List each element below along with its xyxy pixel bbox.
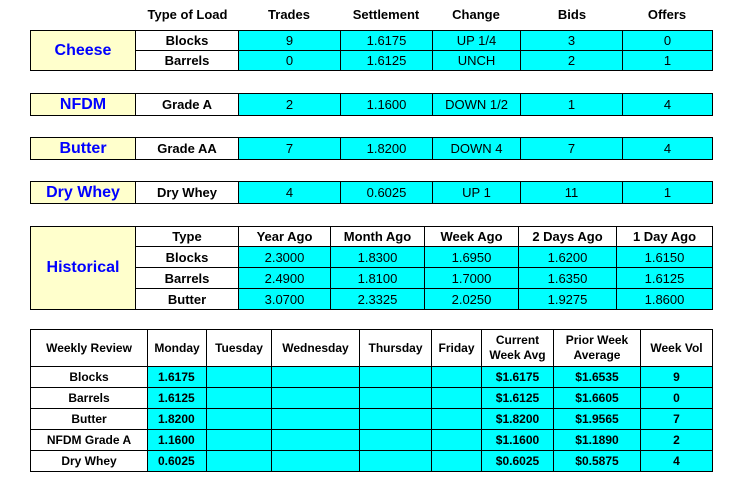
historical-value-cell: 3.0700 <box>239 289 331 310</box>
offers-cell: 4 <box>623 138 713 160</box>
historical-header-month-ago: Month Ago <box>331 227 425 247</box>
historical-type-cell: Butter <box>136 289 239 310</box>
weekly-tuesday-cell <box>207 388 272 409</box>
settlement-cell: 0.6025 <box>341 182 433 204</box>
weekly-current-avg-cell: $1.6125 <box>482 388 554 409</box>
weekly-header-friday: Friday <box>432 330 482 367</box>
weekly-product-cell: NFDM Grade A <box>31 430 148 451</box>
historical-value-cell: 1.8100 <box>331 268 425 289</box>
weekly-prior-avg-cell: $0.5875 <box>554 451 641 472</box>
historical-header-week-ago: Week Ago <box>425 227 519 247</box>
weekly-product-cell: Blocks <box>31 367 148 388</box>
weekly-vol-cell: 7 <box>641 409 713 430</box>
change-cell: UNCH <box>433 51 521 71</box>
category-label-nfdm: NFDM <box>31 94 136 116</box>
table-row <box>31 182 713 204</box>
historical-header-year-ago: Year Ago <box>239 227 331 247</box>
butter-table <box>30 137 713 160</box>
settlement-cell: 1.8200 <box>341 138 433 160</box>
weekly-friday-cell <box>432 451 482 472</box>
table-row <box>31 31 713 51</box>
weekly-monday-cell: 0.6025 <box>148 451 207 472</box>
weekly-thursday-cell <box>360 409 432 430</box>
change-cell: DOWN 1/2 <box>433 94 521 116</box>
table-row <box>31 94 713 116</box>
historical-header-1-day-ago: 1 Day Ago <box>617 227 713 247</box>
weekly-header-monday: Monday <box>148 330 207 367</box>
load-type-cell: Dry Whey <box>136 182 239 204</box>
weekly-thursday-cell <box>360 388 432 409</box>
trades-cell: 4 <box>239 182 341 204</box>
weekly-monday-cell: 1.8200 <box>148 409 207 430</box>
weekly-header-thursday: Thursday <box>360 330 432 367</box>
table-row <box>31 451 713 472</box>
weekly-monday-cell: 1.6175 <box>148 367 207 388</box>
historical-header-2-days-ago: 2 Days Ago <box>519 227 617 247</box>
weekly-header-review: Weekly Review <box>31 330 148 367</box>
weekly-friday-cell <box>432 430 482 451</box>
bids-cell: 2 <box>521 51 623 71</box>
historical-value-cell: 1.8300 <box>331 247 425 268</box>
change-cell: UP 1/4 <box>433 31 521 51</box>
historical-value-cell: 1.8600 <box>617 289 713 310</box>
category-label-butter: Butter <box>31 138 136 160</box>
trades-cell: 9 <box>239 31 341 51</box>
header-offers: Offers <box>647 7 687 22</box>
weekly-current-avg-cell: $0.6025 <box>482 451 554 472</box>
historical-header-type: Type <box>136 227 239 247</box>
weekly-thursday-cell <box>360 451 432 472</box>
weekly-wednesday-cell <box>272 451 360 472</box>
weekly-wednesday-cell <box>272 367 360 388</box>
historical-type-cell: Blocks <box>136 247 239 268</box>
historical-value-cell: 1.6350 <box>519 268 617 289</box>
category-label-cheese: Cheese <box>31 31 136 71</box>
bids-cell: 1 <box>521 94 623 116</box>
load-type-cell: Barrels <box>136 51 239 71</box>
settlement-cell: 1.6125 <box>341 51 433 71</box>
weekly-vol-cell: 2 <box>641 430 713 451</box>
weekly-header-week-vol: Week Vol <box>641 330 713 367</box>
weekly-tuesday-cell <box>207 367 272 388</box>
weekly-friday-cell <box>432 409 482 430</box>
bids-cell: 3 <box>521 31 623 51</box>
historical-table <box>30 226 713 310</box>
weekly-wednesday-cell <box>272 409 360 430</box>
header-type-of-load: Type of Load <box>147 7 228 22</box>
weekly-current-avg-cell: $1.1600 <box>482 430 554 451</box>
table-row <box>31 330 713 367</box>
offers-cell: 1 <box>623 182 713 204</box>
header-bids: Bids <box>557 7 587 22</box>
weekly-vol-cell: 9 <box>641 367 713 388</box>
weekly-current-avg-cell: $1.8200 <box>482 409 554 430</box>
weekly-product-cell: Butter <box>31 409 148 430</box>
load-type-cell: Grade AA <box>136 138 239 160</box>
historical-type-cell: Barrels <box>136 268 239 289</box>
nfdm-table <box>30 93 713 116</box>
weekly-prior-avg-cell: $1.6605 <box>554 388 641 409</box>
weekly-header-wednesday: Wednesday <box>272 330 360 367</box>
weekly-product-cell: Dry Whey <box>31 451 148 472</box>
historical-value-cell: 1.9275 <box>519 289 617 310</box>
weekly-product-cell: Barrels <box>31 388 148 409</box>
weekly-friday-cell <box>432 388 482 409</box>
settlement-cell: 1.6175 <box>341 31 433 51</box>
historical-value-cell: 1.6950 <box>425 247 519 268</box>
weekly-tuesday-cell <box>207 451 272 472</box>
settlement-cell: 1.1600 <box>341 94 433 116</box>
historical-value-cell: 2.4900 <box>239 268 331 289</box>
offers-cell: 4 <box>623 94 713 116</box>
historical-value-cell: 1.6200 <box>519 247 617 268</box>
change-cell: UP 1 <box>433 182 521 204</box>
historical-value-cell: 1.6125 <box>617 268 713 289</box>
cheese-table <box>30 30 713 71</box>
load-type-cell: Blocks <box>136 31 239 51</box>
header-settlement: Settlement <box>352 7 420 22</box>
load-type-cell: Grade A <box>136 94 239 116</box>
table-row <box>31 138 713 160</box>
weekly-friday-cell <box>432 367 482 388</box>
bids-cell: 11 <box>521 182 623 204</box>
historical-value-cell: 2.3000 <box>239 247 331 268</box>
offers-cell: 1 <box>623 51 713 71</box>
category-label-historical: Historical <box>31 227 136 310</box>
bids-cell: 7 <box>521 138 623 160</box>
trades-cell: 7 <box>239 138 341 160</box>
weekly-wednesday-cell <box>272 388 360 409</box>
table-row <box>31 430 713 451</box>
weekly-wednesday-cell <box>272 430 360 451</box>
weekly-thursday-cell <box>360 430 432 451</box>
weekly-vol-cell: 4 <box>641 451 713 472</box>
table-row <box>31 227 713 247</box>
weekly-thursday-cell <box>360 367 432 388</box>
weekly-current-avg-cell: $1.6175 <box>482 367 554 388</box>
weekly-monday-cell: 1.6125 <box>148 388 207 409</box>
weekly-prior-avg-cell: $1.6535 <box>554 367 641 388</box>
trades-cell: 2 <box>239 94 341 116</box>
table-row <box>31 388 713 409</box>
weekly-tuesday-cell <box>207 409 272 430</box>
historical-value-cell: 1.6150 <box>617 247 713 268</box>
historical-value-cell: 1.7000 <box>425 268 519 289</box>
header-trades: Trades <box>268 7 310 22</box>
weekly-monday-cell: 1.1600 <box>148 430 207 451</box>
category-label-dry-whey: Dry Whey <box>31 182 136 204</box>
weekly-prior-avg-cell: $1.1890 <box>554 430 641 451</box>
table-row <box>31 367 713 388</box>
weekly-header-tuesday: Tuesday <box>207 330 272 367</box>
header-change: Change <box>452 7 500 22</box>
weekly-header-prior-week-average: Prior Week Average <box>554 330 641 367</box>
dry-whey-table <box>30 181 713 204</box>
historical-value-cell: 2.0250 <box>425 289 519 310</box>
table-row <box>31 409 713 430</box>
weekly-tuesday-cell <box>207 430 272 451</box>
weekly-review-table <box>30 329 713 472</box>
weekly-header-current-week-avg: Current Week Avg <box>482 330 554 367</box>
weekly-prior-avg-cell: $1.9565 <box>554 409 641 430</box>
historical-value-cell: 2.3325 <box>331 289 425 310</box>
offers-cell: 0 <box>623 31 713 51</box>
change-cell: DOWN 4 <box>433 138 521 160</box>
weekly-vol-cell: 0 <box>641 388 713 409</box>
trades-cell: 0 <box>239 51 341 71</box>
